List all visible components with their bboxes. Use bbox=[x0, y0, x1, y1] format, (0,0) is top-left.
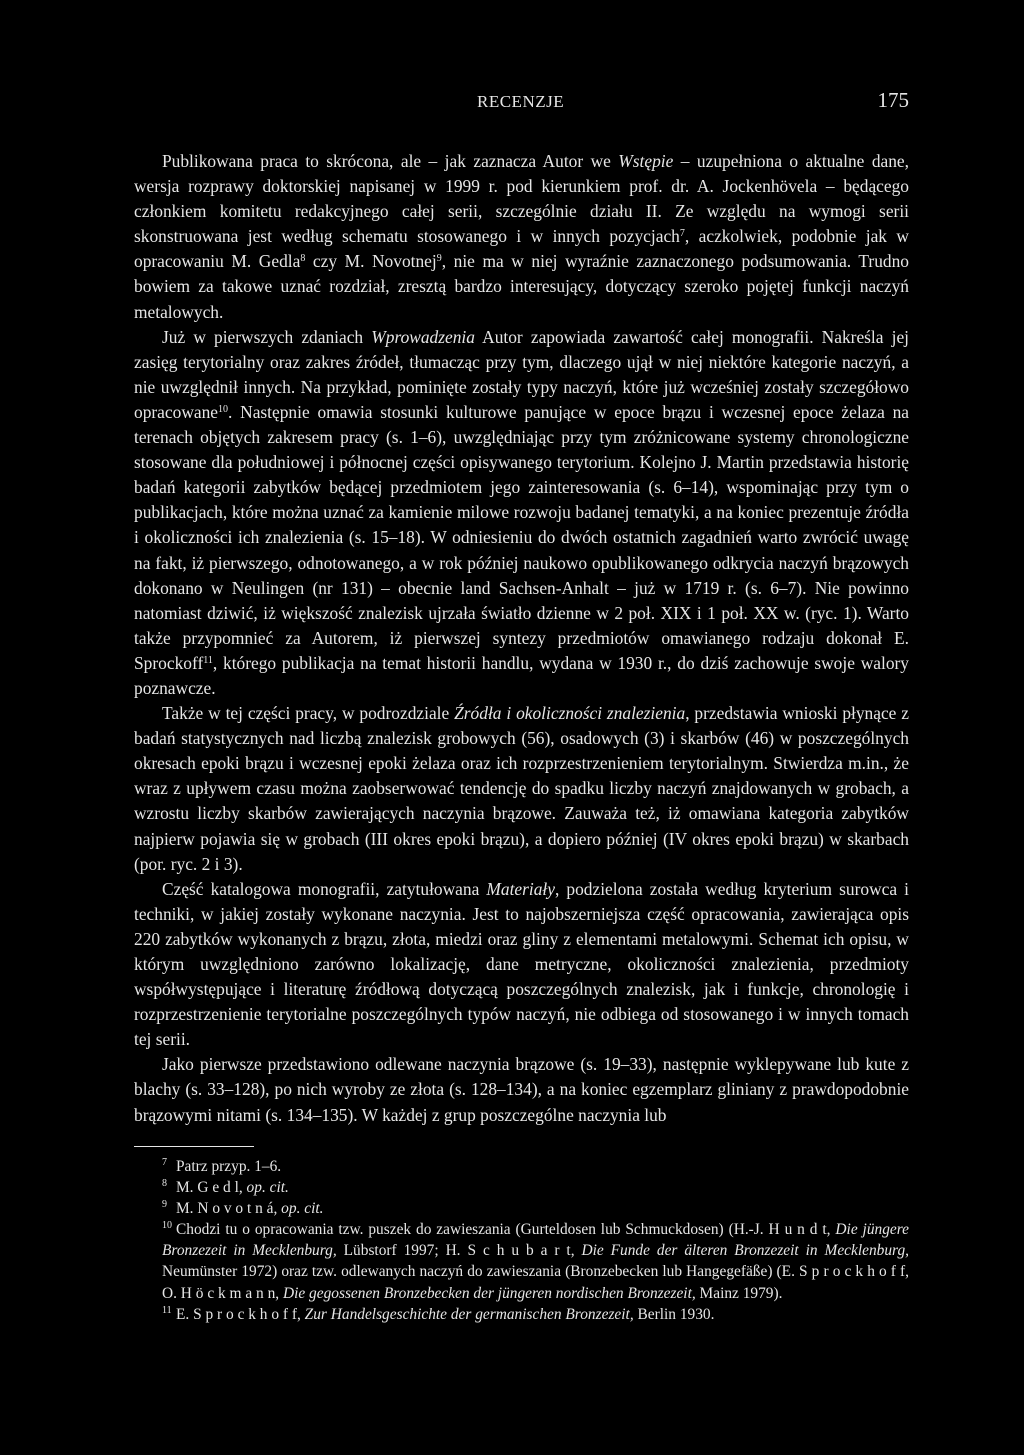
footnote-ref: 10 bbox=[218, 403, 229, 415]
paragraph-4 bbox=[134, 877, 909, 1053]
text-run: , aczkolwiek, podobnie jak w opracowaniu M. Gedla bbox=[134, 226, 909, 272]
text-run: , podzielona została według kryterium surowca i techniki, w jakiej zostały wykonane naczynia. Jest to najobszerniejsza część opracowania, zawierająca opis 220 zabytków wykonanych z brązu, złota, miedzi oraz gliny z elementami metalowymi. Schemat ich opisu, w którym uwzględniono zarówno lokalizację, dane metryczne, okoliczności znalezienia, przedmioty współwystępujące i literaturę źródłową dotyczącą poszczególnych znalezisk, jak i funkcje, chronologię i rozprzestrzenienie terytorialne poszczególnych typów naczyń, nie odbiega od stosowanego i w innych tomach tej serii. bbox=[134, 878, 909, 1050]
running-head: RECENZJE bbox=[477, 92, 565, 111]
text-run: . Następnie omawia stosunki kulturowe panujące w epoce brązu i wczesnej epoce żelaza na terenach objętych zakresem pracy (s. 1–6), uwzględniając przy tym zróżnicowane systemy chronologiczne stosowane dla południowej i północnej części opisywanego terytorium. Kolejno J. Martin przedstawia historię badań kategorii zabytków będącej przedmiotem jego zainteresowania (s. 6–14), wspominając przy tym o publikacjach, które można uznać za kamienie milowe rozwoju badanej tematyki, a na koniec prezentuje źródła i okoliczności ich znalezienia (s. 15–18). W odniesieniu do dwóch ostatnich zagadnień warto zwrócić uwagę na fakt, iż pierwszego, odnotowanego, a w rok później naukowo opublikowanego odkrycia naczyń brązowych dokonano w Neulingen (nr 131) – obecnie land Sachsen-Anhalt – już w 1719 r. (s. 6–7). Nie powinno natomiast dziwić, iż większość znalezisk ujrzała światło dzienne w 2 poł. XIX i 1 poł. XX w. (ryc. 1). Warto także przypomnieć za Autorem, iż pierwszej syntezy przedmiotów omawianego rodzaju dokonał E. Sprockoff bbox=[134, 401, 909, 673]
footnote-ref: 9 bbox=[436, 253, 442, 265]
text-run: Także w tej części pracy, w podrozdziale bbox=[162, 703, 455, 724]
paragraph-5 bbox=[134, 1052, 909, 1127]
text-run: Już w pierwszych zdaniach bbox=[162, 326, 372, 347]
footnote-ref: 7 bbox=[679, 228, 685, 240]
footnote-text: Lübstorf 1997; H. S c h u b a r t, bbox=[336, 1242, 582, 1260]
text-run: czy M. Novotnej bbox=[305, 251, 437, 272]
footnote-10: $^{10}$ Chodzi tu o opracowania tzw. puszek do zawieszania (Gurteldosen lub Schmuckdosen) (H.-J. H u n d t, Die jüngere Bronzezeit in Mecklenburg, Lübstorf 1997; H. S c h u b a r t, Die Funde der älteren Bronzezeit in Mecklenburg, Neumünster 1972) oraz tzw. odlewanych naczyń do zawieszania (Bronzebecken lub Hangegefäße) (E. S p r o c k h o f f, O. H ö c k m a n n, Die gegossenen Bronzebecken der jüngeren nordischen Bronzezeit, Mainz 1979). bbox=[162, 1220, 909, 1302]
paragraph-3 bbox=[134, 701, 909, 877]
page-number: 175 bbox=[877, 88, 909, 112]
footnote-italic: op. cit. bbox=[281, 1200, 324, 1218]
footnote-italic: Die Funde der älteren Bronzezeit in Mecklenburg, bbox=[581, 1242, 909, 1260]
footnote-text: Neumünster 1972) oraz tzw. odlewanych naczyń do zawieszania (Bronzebecken lub Hangegefäße) (E. S p r o c k h o f f, O. H ö c k m a n n, bbox=[162, 1263, 909, 1302]
page-header bbox=[134, 88, 909, 118]
italic-title: Materiały bbox=[486, 878, 555, 899]
footnote-text: Mainz 1979). bbox=[695, 1284, 783, 1302]
footnote-italic: Die gegossenen Bronzebecken der jüngeren nordischen Bronzezeit, bbox=[282, 1284, 696, 1302]
footnote-italic: Zur Handelsgeschichte der germanischen Bronzezeit, bbox=[304, 1305, 634, 1323]
text-run: , przedstawia wnioski płynące z badań statystycznych nad liczbą znalezisk grobowych (56), osadowych (3) i skarbów (46) w poszczególnych okresach epoki brązu i wczesnej epoki żelaza oraz ich rozprzestrzenieniem terytorialnym. Stwierdza m.in., że wraz z upływem czasu można zaobserwować tendencję do spadku liczby naczyń znajdowanych w grobach, a wzrostu liczby skarbów zawierających naczynia brązowe. Zauważa też, iż omawiana kategoria zabytków najpierw pojawia się w grobach (III okres epoki brązu), a dopiero później (IV okres epoki brązu) w skarbach (por. ryc. 2 i 3). bbox=[134, 703, 910, 874]
text-run: Część katalogowa monografii, zatytułowana bbox=[162, 878, 487, 899]
footnote-divider bbox=[134, 1146, 254, 1147]
italic-title: Źródła i okoliczności znalezienia bbox=[454, 703, 686, 724]
footnote-8: $^8$ M. G e d l, op. cit. bbox=[162, 1178, 289, 1197]
footnote-text: E. S p r o c k h o f f, bbox=[176, 1305, 305, 1323]
text-run: , nie ma w niej wyraźnie zaznaczonego podsumowania. Trudno bowiem za takowe uznać rozdział, zresztą bardzo interesujący, dotyczący szeroko pojętej funkcji naczyń metalowych. bbox=[134, 251, 909, 322]
footnote-italic: op. cit. bbox=[246, 1179, 289, 1197]
text-run: Jako pierwsze przedstawiono odlewane naczynia brązowe (s. 19–33), następnie wyklepywane lub kute z blachy (s. 33–128), po nich wyroby ze złota (s. 128–134), a na koniec egzemplarz gliniany z prawdopodobnie brązowymi nitami (s. 134–135). W każdej z grup poszczególne naczynia lub bbox=[134, 1054, 909, 1125]
footnote-9: $^9$ M. N o v o t n á, op. cit. bbox=[162, 1199, 324, 1218]
footnote-author: M. G e d l, bbox=[176, 1179, 247, 1197]
footnote-text: Berlin 1930. bbox=[633, 1305, 715, 1323]
footnote-11: $^{11}$ E. S p r o c k h o f f, Zur Handelsgeschichte der germanischen Bronzezeit, Berlin 1930. bbox=[162, 1304, 715, 1323]
paragraph-1 bbox=[134, 149, 909, 325]
paragraph-2 bbox=[134, 325, 909, 701]
footnote-author: M. N o v o t n á, bbox=[176, 1200, 282, 1218]
footnote-text: Patrz przyp. 1–6. bbox=[176, 1158, 282, 1175]
text-run: – uzupełniona o aktualne dane, wersja rozprawy doktorskiej napisanej w 1999 r. pod kierunkiem prof. dr. A. Jockenhövela – będącego członkiem komitetu redakcyjnego całej serii, szczególnie działu II. Ze względu na wymogi serii skonstruowana jest według schematu stosowanego i w innych pozycjach bbox=[134, 151, 909, 247]
body-text bbox=[134, 149, 909, 1128]
footnote-7: $^7$ Patrz przyp. 1–6. bbox=[162, 1157, 282, 1175]
text-run: Autor zapowiada zawartość całej monografii. Nakreśla jej zasięg terytorialny oraz zakres źródeł, tłumacząc przy tym, dlaczego ujął w niej niektóre kategorie naczyń, a nie uwzględnił innych. Na przykład, pominięte zostały typy naczyń, które już wcześniej zostały szczegółowo opracowane bbox=[134, 326, 909, 422]
footnote-text: Chodzi tu o opracowania tzw. puszek do zawieszania (Gurteldosen lub Schmuckdosen) (H.-J. H u n d t, bbox=[176, 1221, 836, 1239]
text-run: Publikowana praca to skrócona, ale – jak zaznacza Autor we bbox=[162, 151, 619, 171]
footnote-italic: Die jüngere Bronzezeit in Mecklenburg, bbox=[162, 1221, 909, 1260]
italic-title: Wstępie bbox=[618, 151, 674, 171]
footnotes bbox=[162, 1156, 909, 1325]
footnote-ref: 8 bbox=[300, 253, 306, 265]
footnote-ref: 11 bbox=[203, 654, 213, 666]
italic-title: Wprowadzenia bbox=[371, 326, 475, 347]
text-run: , którego publikacja na temat historii handlu, wydana w 1930 r., do dziś zachowuje swoje walory poznawcze. bbox=[134, 652, 909, 698]
